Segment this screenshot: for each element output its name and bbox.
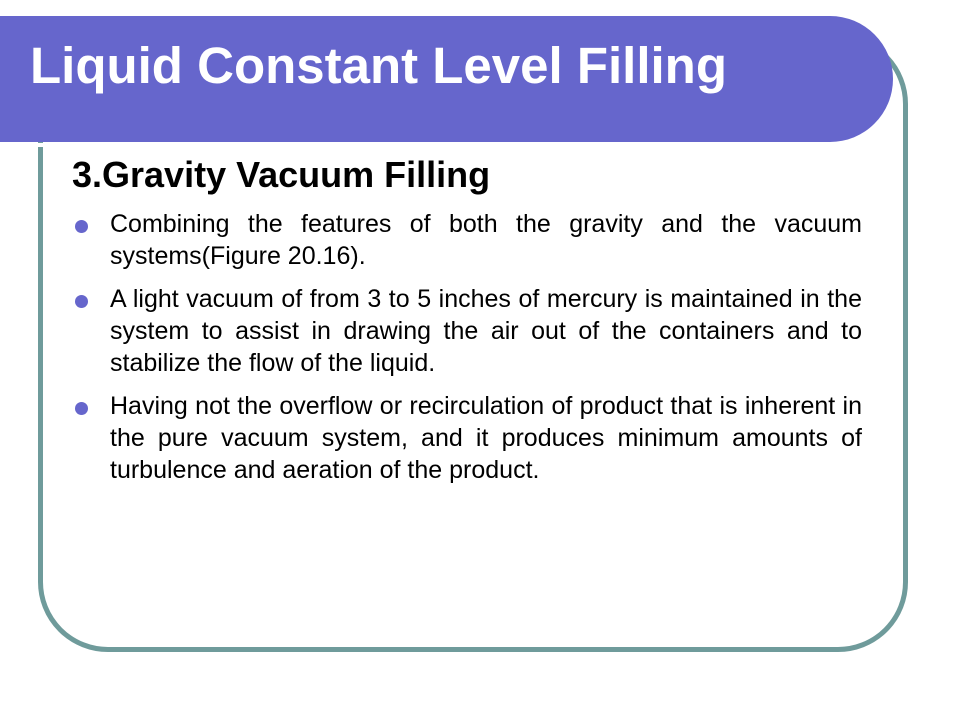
bullet-text: Having not the overflow or recirculation of product that is inherent in the pure vacuum system, and it produces minimum amounts of turbulence and aeration of the product. <box>110 392 862 484</box>
slide-title: Liquid Constant Level Filling <box>30 37 727 94</box>
bullet-list <box>72 208 862 497</box>
title-underline <box>0 143 845 147</box>
bullet-text: Combining the features of both the gravity and the vacuum systems(Figure 20.16). <box>110 210 862 270</box>
bullet-dot-icon <box>75 220 88 233</box>
bullet-item <box>72 390 862 486</box>
bullet-item <box>72 208 862 272</box>
section-heading: 3.Gravity Vacuum Filling <box>72 154 491 195</box>
bullet-dot-icon <box>75 295 88 308</box>
bullet-text: A light vacuum of from 3 to 5 inches of mercury is maintained in the system to assist in drawing the air out of the containers and to stabilize the flow of the liquid. <box>110 285 862 377</box>
bullet-dot-icon <box>75 402 88 415</box>
bullet-item <box>72 283 862 379</box>
